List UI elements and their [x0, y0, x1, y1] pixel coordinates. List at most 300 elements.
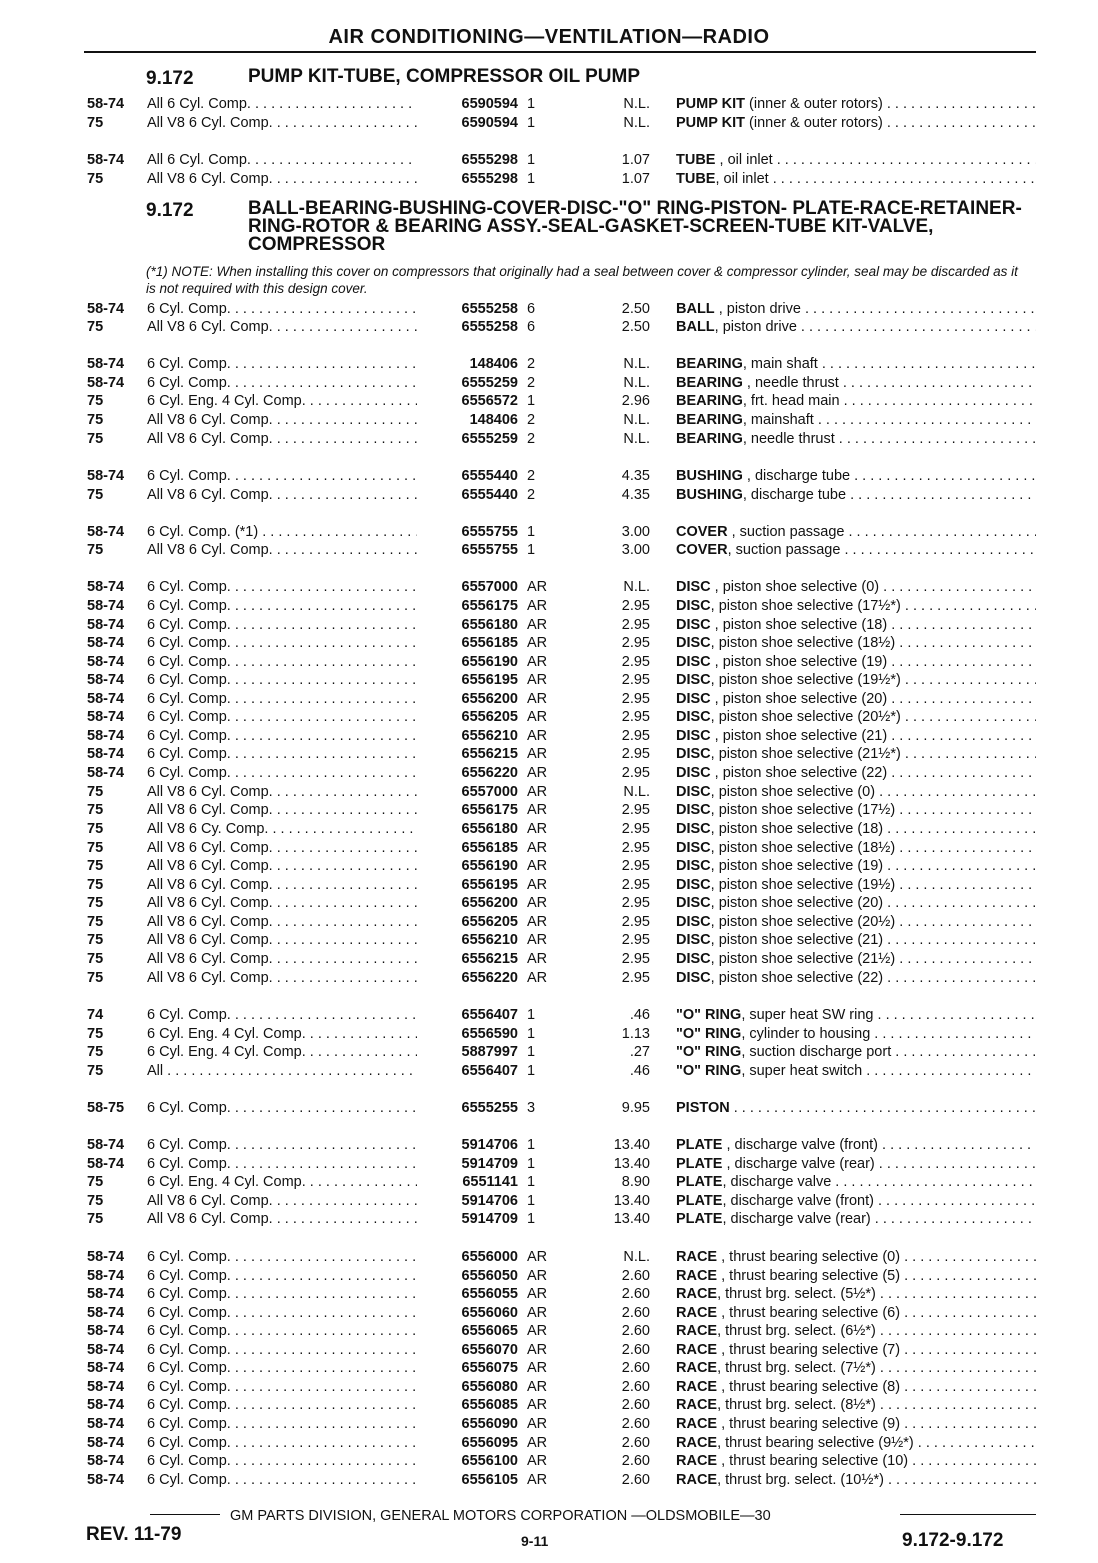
model-year: 58-74 [87, 1342, 125, 1358]
part-name: PLATE [676, 1174, 723, 1190]
quantity: AR [527, 877, 548, 893]
price: 2.60 [621, 1416, 650, 1432]
part-name: DISC [676, 746, 711, 762]
part-row [0, 318, 1098, 337]
part-row [0, 1136, 1098, 1155]
application: All V8 6 Cyl. Comp. . . . [147, 1192, 417, 1211]
model-year: 75 [87, 858, 104, 874]
model-year: 58-74 [87, 152, 125, 168]
part-detail: , oil inlet . . . [715, 152, 1036, 168]
quantity: AR [527, 598, 548, 614]
quantity: AR [527, 765, 548, 781]
part-number: 6556215 [461, 951, 518, 967]
part-name: RACE [676, 1323, 718, 1339]
application: All V8 6 Cyl. Comp. . . . [147, 931, 417, 950]
application: All V8 6 Cyl. Comp. . . . [147, 783, 417, 802]
part-description [676, 690, 1036, 709]
model-year: 58-74 [87, 1249, 125, 1265]
quantity: AR [527, 858, 548, 874]
model-year: 58-74 [87, 691, 125, 707]
model-year: 58-74 [87, 468, 125, 484]
price: 13.40 [613, 1156, 650, 1172]
application: All V8 6 Cyl. Comp. . . . [147, 894, 417, 913]
part-row [0, 486, 1098, 505]
part-detail: , suction passage . . . [728, 542, 1036, 558]
part-detail: , discharge valve (front) . . . [722, 1193, 1036, 1209]
part-description [676, 114, 1036, 133]
part-detail: , suction passage . . . [728, 524, 1036, 540]
model-year: 58-74 [87, 524, 125, 540]
quantity: AR [527, 746, 548, 762]
model-year: 75 [87, 932, 104, 948]
quantity: AR [527, 1453, 548, 1469]
model-year: 58-74 [87, 672, 125, 688]
part-description [676, 969, 1036, 988]
part-description [676, 170, 1036, 189]
model-year: 58-74 [87, 356, 125, 372]
part-number: 5914706 [461, 1137, 518, 1153]
part-description [676, 430, 1036, 449]
part-description [676, 1452, 1036, 1471]
application: 6 Cyl. Comp. . . . [147, 727, 417, 746]
part-number: 6556050 [461, 1268, 518, 1284]
part-description [676, 151, 1036, 170]
part-row [0, 820, 1098, 839]
price: 1.13 [621, 1026, 650, 1042]
part-detail: , thrust brg. select. (10½*) . . . [717, 1472, 1036, 1488]
part-number: 6556000 [461, 1249, 518, 1265]
part-row [0, 1285, 1098, 1304]
part-name: DISC [676, 895, 711, 911]
price: 3.00 [621, 542, 650, 558]
part-detail: , piston shoe selective (19½) . . . [711, 877, 1036, 893]
part-detail: , needle thrust . . . [743, 431, 1036, 447]
part-description [676, 634, 1036, 653]
part-name: "O" RING [676, 1044, 742, 1060]
part-description [676, 1155, 1036, 1174]
part-name: "O" RING [676, 1026, 742, 1042]
part-name: PLATE [676, 1156, 723, 1172]
part-row [0, 1341, 1098, 1360]
part-row [0, 374, 1098, 393]
part-description [676, 1025, 1036, 1044]
quantity: AR [527, 1323, 548, 1339]
part-description [676, 95, 1036, 114]
part-detail: , piston shoe selective (19½*) . . . [711, 672, 1036, 688]
part-name: DISC [676, 802, 711, 818]
part-detail: , thrust brg. select. (7½*) . . . [717, 1360, 1036, 1376]
application: 6 Cyl. Comp. . . . [147, 374, 417, 393]
part-number: 6556190 [461, 654, 518, 670]
price: 2.95 [621, 895, 650, 911]
part-row [0, 1248, 1098, 1267]
quantity: 3 [527, 1100, 536, 1116]
model-year: 58-74 [87, 635, 125, 651]
part-number: 5914709 [461, 1211, 518, 1227]
quantity: AR [527, 617, 548, 633]
model-year: 75 [87, 1174, 104, 1190]
part-number: 6556215 [461, 746, 518, 762]
price: N.L. [623, 1249, 650, 1265]
page-number: 9-11 [521, 1533, 549, 1549]
part-number: 6555259 [461, 431, 518, 447]
part-row [0, 523, 1098, 542]
section-title: BALL-BEARING-BUSHING-COVER-DISC-"O" RING-PISTON- PLATE-RACE-RETAINER-RING-ROTOR & BEARING ASSY.-SEAL-GASKET-SCREEN-TUBE KIT-VALVE, COMPRESSOR [248, 198, 1022, 255]
application: All V8 6 Cyl. Comp. . . . [147, 969, 417, 988]
application: 6 Cyl. Comp. . . . [147, 745, 417, 764]
part-description [676, 1359, 1036, 1378]
part-description [676, 1248, 1036, 1267]
part-description [676, 300, 1036, 319]
quantity: 1 [527, 171, 536, 187]
price: 4.35 [621, 468, 650, 484]
part-description [676, 1396, 1036, 1415]
part-name: COVER [676, 524, 728, 540]
quantity: 1 [527, 1007, 536, 1023]
part-number: 6556095 [461, 1435, 518, 1451]
price: .46 [629, 1063, 650, 1079]
part-row [0, 411, 1098, 430]
quantity: AR [527, 802, 548, 818]
quantity: AR [527, 951, 548, 967]
application: All V8 6 Cyl. Comp. . . . [147, 114, 417, 133]
part-row [0, 857, 1098, 876]
part-number: 6555755 [461, 542, 518, 558]
part-row [0, 690, 1098, 709]
part-name: PLATE [676, 1137, 723, 1153]
price: 13.40 [613, 1193, 650, 1209]
quantity: AR [527, 784, 548, 800]
application: All V8 6 Cyl. Comp. . . . [147, 430, 417, 449]
part-description [676, 1285, 1036, 1304]
part-row [0, 708, 1098, 727]
model-year: 58-74 [87, 617, 125, 633]
part-number: 6556200 [461, 895, 518, 911]
part-name: DISC [676, 932, 711, 948]
part-description [676, 411, 1036, 430]
part-name: RACE [676, 1435, 718, 1451]
application: All V8 6 Cyl. Comp. . . . [147, 950, 417, 969]
part-detail: , thrust bearing selective (6) . . . [717, 1305, 1036, 1321]
price: 2.95 [621, 840, 650, 856]
part-description [676, 1378, 1036, 1397]
part-row [0, 170, 1098, 189]
price: N.L. [623, 96, 650, 112]
application: 6 Cyl. Comp. . . . [147, 1378, 417, 1397]
price: N.L. [623, 375, 650, 391]
part-number: 6551141 [462, 1174, 518, 1190]
part-detail: (inner & outer rotors) . . . [745, 115, 1036, 131]
part-name: RACE [676, 1416, 718, 1432]
part-description [676, 523, 1036, 542]
quantity: 1 [527, 1063, 536, 1079]
part-number: 6557000 [461, 784, 518, 800]
part-name: DISC [676, 970, 711, 986]
part-detail: , needle thrust . . . [743, 375, 1036, 391]
part-number: 6556080 [461, 1379, 518, 1395]
part-number: 6556190 [461, 858, 518, 874]
quantity: 1 [527, 1174, 536, 1190]
part-row [0, 1173, 1098, 1192]
part-name: BUSHING [676, 468, 743, 484]
model-year: 58-74 [87, 1286, 125, 1302]
part-detail: , piston shoe selective (20½) . . . [711, 914, 1036, 930]
part-row [0, 1210, 1098, 1229]
part-number: 6556090 [461, 1416, 518, 1432]
quantity: AR [527, 1379, 548, 1395]
part-detail: , main shaft . . . [743, 356, 1036, 372]
price: 2.96 [621, 393, 650, 409]
part-row [0, 1452, 1098, 1471]
price: .46 [629, 1007, 650, 1023]
part-row [0, 1025, 1098, 1044]
model-year: 58-74 [87, 1156, 125, 1172]
price: 2.95 [621, 821, 650, 837]
application: All 6 Cyl. Comp. . . . [147, 151, 417, 170]
application: All V8 6 Cyl. Comp. . . . [147, 541, 417, 560]
part-number: 6556220 [461, 765, 518, 781]
quantity: AR [527, 914, 548, 930]
part-row [0, 392, 1098, 411]
part-row [0, 467, 1098, 486]
price: 13.40 [613, 1137, 650, 1153]
installation-note: (*1) NOTE: When installing this cover on compressors that originally had a seal between cover & compressor cylinder, seal may be discarded as it is not required with this design cover. [146, 264, 1018, 296]
application: All V8 6 Cyl. Comp. . . . [147, 411, 417, 430]
part-name: TUBE [676, 152, 716, 168]
quantity: 1 [527, 1044, 536, 1060]
part-detail: , piston shoe selective (20) . . . [711, 895, 1036, 911]
price: 2.95 [621, 617, 650, 633]
part-name: BEARING [676, 375, 743, 391]
model-year: 58-74 [87, 1360, 125, 1376]
title-divider [84, 51, 1036, 53]
part-description [676, 1136, 1036, 1155]
part-description [676, 1322, 1036, 1341]
price: N.L. [623, 431, 650, 447]
quantity: 6 [527, 301, 536, 317]
part-row [0, 151, 1098, 170]
part-number: 6557000 [461, 579, 518, 595]
quantity: 1 [527, 1137, 536, 1153]
application: 6 Cyl. Eng. 4 Cyl. Comp. . . . [147, 392, 417, 411]
price: 2.95 [621, 802, 650, 818]
part-number: 5887997 [461, 1044, 518, 1060]
part-number: 5914706 [461, 1193, 518, 1209]
part-description [676, 578, 1036, 597]
part-name: RACE [676, 1472, 718, 1488]
application: All V8 6 Cyl. Comp. . . . [147, 839, 417, 858]
part-row [0, 727, 1098, 746]
price: 2.95 [621, 635, 650, 651]
part-name: DISC [676, 654, 711, 670]
quantity: AR [527, 1249, 548, 1265]
part-name: "O" RING [676, 1063, 742, 1079]
part-detail: , piston shoe selective (0) . . . [711, 784, 1036, 800]
part-row [0, 1415, 1098, 1434]
model-year: 75 [87, 542, 104, 558]
part-number: 6556210 [461, 728, 518, 744]
part-description [676, 727, 1036, 746]
part-number: 6556185 [461, 840, 518, 856]
model-year: 75 [87, 1211, 104, 1227]
application: 6 Cyl. Comp. . . . [147, 467, 417, 486]
quantity: 1 [527, 115, 536, 131]
application: 6 Cyl. Comp. . . . [147, 616, 417, 635]
part-row [0, 1155, 1098, 1174]
part-name: BALL [676, 319, 715, 335]
part-name: TUBE [676, 171, 716, 187]
price: 2.60 [621, 1342, 650, 1358]
application: 6 Cyl. Comp. . . . [147, 1396, 417, 1415]
part-name: PLATE [676, 1211, 723, 1227]
part-description [676, 1304, 1036, 1323]
part-name: DISC [676, 877, 711, 893]
part-detail: , thrust brg. select. (8½*) . . . [717, 1397, 1036, 1413]
model-year: 58-74 [87, 1379, 125, 1395]
price: 1.07 [621, 152, 650, 168]
part-number: 6555259 [461, 375, 518, 391]
part-detail: , thrust bearing selective (5) . . . [717, 1268, 1036, 1284]
part-detail: , mainshaft . . . [743, 412, 1036, 428]
quantity: AR [527, 709, 548, 725]
part-number: 6555298 [461, 171, 518, 187]
part-row [0, 616, 1098, 635]
model-year: 58-74 [87, 1397, 125, 1413]
application: 6 Cyl. Comp. . . . [147, 1155, 417, 1174]
part-detail: , piston shoe selective (21) . . . [711, 932, 1036, 948]
part-number: 6556195 [461, 672, 518, 688]
model-year: 58-74 [87, 654, 125, 670]
part-detail: , thrust bearing selective (9½*) . . . [717, 1435, 1036, 1451]
part-description [676, 1341, 1036, 1360]
price: 2.95 [621, 914, 650, 930]
part-name: DISC [676, 672, 711, 688]
part-number: 6556180 [461, 821, 518, 837]
part-detail: , discharge valve (front) . . . [722, 1137, 1036, 1153]
application: 6 Cyl. Comp. . . . [147, 1136, 417, 1155]
part-detail: , piston shoe selective (18½) . . . [711, 635, 1036, 651]
model-year: 75 [87, 784, 104, 800]
price: 2.95 [621, 654, 650, 670]
part-name: PISTON [676, 1100, 730, 1116]
part-row [0, 430, 1098, 449]
quantity: 1 [527, 1211, 536, 1227]
application: 6 Cyl. Comp. . . . [147, 671, 417, 690]
application: All V8 6 Cyl. Comp. . . . [147, 876, 417, 895]
part-name: DISC [676, 858, 711, 874]
price: N.L. [623, 412, 650, 428]
price: 13.40 [613, 1211, 650, 1227]
section-range: 9.172-9.172 [902, 1530, 1004, 1551]
part-description [676, 1210, 1036, 1229]
part-description [676, 1043, 1036, 1062]
part-row [0, 1099, 1098, 1118]
quantity: AR [527, 579, 548, 595]
application: 6 Cyl. Comp. . . . [147, 1359, 417, 1378]
model-year: 75 [87, 802, 104, 818]
revision-label: REV. 11-79 [86, 1524, 182, 1545]
part-name: RACE [676, 1360, 718, 1376]
part-name: RACE [676, 1305, 718, 1321]
part-description [676, 820, 1036, 839]
price: .27 [629, 1044, 650, 1060]
model-year: 75 [87, 115, 104, 131]
application: 6 Cyl. Eng. 4 Cyl. Comp. . . . [147, 1173, 417, 1192]
application: All V8 6 Cyl. Comp. . . . [147, 170, 417, 189]
quantity: 1 [527, 524, 536, 540]
part-description [676, 318, 1036, 337]
footer-division: GM PARTS DIVISION, GENERAL MOTORS CORPORATION —OLDSMOBILE—30 [230, 1508, 771, 1524]
part-description [676, 876, 1036, 895]
price: 2.95 [621, 709, 650, 725]
quantity: 1 [527, 1156, 536, 1172]
part-number: 6590594 [461, 96, 518, 112]
model-year: 75 [87, 431, 104, 447]
application: 6 Cyl. Comp. . . . [147, 1248, 417, 1267]
model-year: 75 [87, 487, 104, 503]
part-name: DISC [676, 598, 711, 614]
part-name: BEARING [676, 412, 743, 428]
part-name: RACE [676, 1249, 718, 1265]
price: 2.95 [621, 598, 650, 614]
price: 3.00 [621, 524, 650, 540]
model-year: 74 [87, 1007, 104, 1023]
part-detail: , discharge valve (rear) . . . [722, 1211, 1036, 1227]
application: 6 Cyl. Eng. 4 Cyl. Comp. . . . [147, 1043, 417, 1062]
part-name: BEARING [676, 356, 743, 372]
part-description [676, 913, 1036, 932]
application: 6 Cyl. Comp. . . . [147, 355, 417, 374]
model-year: 58-75 [87, 1100, 125, 1116]
quantity: 1 [527, 542, 536, 558]
part-detail: , piston shoe selective (0) . . . [711, 579, 1036, 595]
quantity: AR [527, 1472, 548, 1488]
quantity: AR [527, 728, 548, 744]
part-name: PLATE [676, 1193, 723, 1209]
section-number: 9.172 [146, 200, 194, 221]
model-year: 58-74 [87, 1268, 125, 1284]
part-row [0, 876, 1098, 895]
part-detail: , thrust brg. select. (6½*) . . . [717, 1323, 1036, 1339]
price: 2.50 [621, 319, 650, 335]
page-title: AIR CONDITIONING—VENTILATION—RADIO [328, 26, 770, 48]
part-name: DISC [676, 784, 711, 800]
price: 2.50 [621, 301, 650, 317]
application: All V8 6 Cyl. Comp. . . . [147, 801, 417, 820]
part-detail: , piston shoe selective (18) . . . [711, 821, 1036, 837]
part-name: RACE [676, 1268, 718, 1284]
part-row [0, 541, 1098, 560]
part-number: 6556407 [461, 1063, 518, 1079]
price: 2.95 [621, 728, 650, 744]
part-number: 6556572 [461, 393, 518, 409]
application: 6 Cyl. Comp. . . . [147, 634, 417, 653]
part-description [676, 486, 1036, 505]
part-name: DISC [676, 579, 711, 595]
part-number: 6555258 [461, 319, 518, 335]
price: 2.60 [621, 1286, 650, 1302]
part-description [676, 1192, 1036, 1211]
part-description [676, 1062, 1036, 1081]
part-detail: , piston shoe selective (21½) . . . [711, 951, 1036, 967]
part-description [676, 541, 1036, 560]
part-name: RACE [676, 1453, 718, 1469]
part-name: DISC [676, 821, 711, 837]
model-year: 58-74 [87, 1453, 125, 1469]
part-detail [730, 1100, 1036, 1116]
model-year: 58-74 [87, 709, 125, 725]
model-year: 58-74 [87, 1472, 125, 1488]
